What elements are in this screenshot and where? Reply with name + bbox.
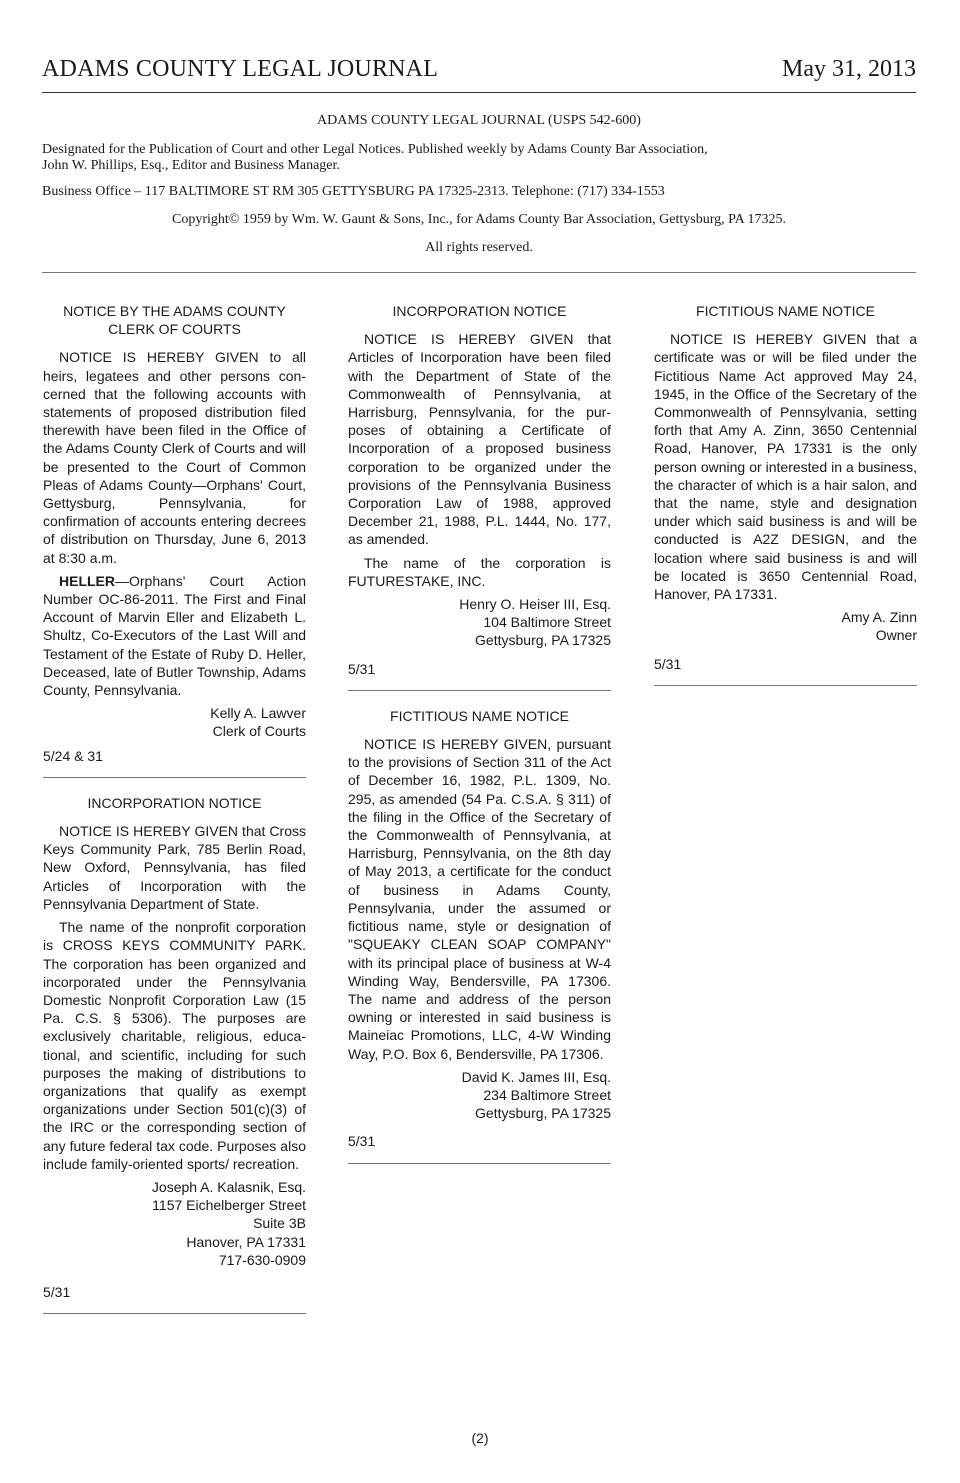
page-number: (2) xyxy=(471,1430,489,1446)
signer-name: David K. James III, Esq. xyxy=(461,1068,611,1085)
masthead-title: ADAMS COUNTY LEGAL JOURNAL (USPS 542-600) xyxy=(317,113,641,128)
futurestake-incorporation-notice xyxy=(348,302,611,691)
rights-reserved: All rights reserved. xyxy=(425,240,533,255)
notice-divider xyxy=(43,777,306,778)
notice-date: 5/31 xyxy=(348,660,376,677)
notice-signature xyxy=(348,595,611,650)
signer-name: Joseph A. Kalasnik, Esq. xyxy=(151,1178,306,1195)
notice-signature xyxy=(654,608,917,644)
notice-paragraph: NOTICE IS HEREBY GIVEN that Cross Keys Community Park, 785 Berlin Road, New Oxford, Pennsylvania, has filed Articles of Incorporation with the Pennsylvania Department of State. xyxy=(43,823,306,912)
notice-paragraph xyxy=(43,572,306,699)
cross-keys-incorporation-notice xyxy=(43,794,306,1314)
notice-date: 5/31 xyxy=(348,1133,376,1150)
notice-signature xyxy=(348,1068,611,1123)
notice-title-line: CLERK OF COURTS xyxy=(108,321,241,338)
signer-name: Kelly A. Lawver xyxy=(210,705,306,722)
notice-title: INCORPORATION NOTICE xyxy=(87,794,262,811)
signer-address: Hanover, PA 17331 xyxy=(186,1233,306,1250)
squeaky-clean-fictitious-name-notice xyxy=(348,707,611,1164)
signer-address: Gettysburg, PA 17325 xyxy=(475,632,611,649)
column-middle xyxy=(348,302,611,1180)
notice-title-line: NOTICE BY THE ADAMS COUNTY xyxy=(63,303,286,319)
signer-address: 104 Baltimore Street xyxy=(483,614,611,631)
copyright: Copyright© 1959 by Wm. W. Gaunt & Sons, Inc., for Adams County Bar Association, Gettysburg, PA 17325. xyxy=(172,212,786,227)
notice-paragraph: NOTICE IS HEREBY GIVEN to all heirs, legatees and other persons concerned that the following accounts with statements of proposed distribution filed therewith have been filed in the Office of the Adams County Clerk of Courts and will be presented to the Court of Common Pleas of Adams County—Orphans' Court, Gettysburg, Pennsylvania, for confirmation of accounts entering decrees of distribution on Thursday, June 6, 2013 at 8:30 a.m. xyxy=(43,349,306,566)
notice-date: 5/31 xyxy=(654,655,682,672)
signer-title: Clerk of Courts xyxy=(212,723,306,740)
signer-address: 234 Baltimore Street xyxy=(483,1086,611,1103)
notice-title xyxy=(43,302,306,338)
journal-title: ADAMS COUNTY LEGAL JOURNAL xyxy=(42,56,439,82)
notice-paragraph: NOTICE IS HEREBY GIVEN, pursuant to the provisions of Section 311 of the Act of December 16, 1982, P.L. 1309, No. 295, as amended (54 Pa. C.S.A. § 311) of the filing in the Office of the Secretary of the Commonwealth of Pennsylvania, at Harrisburg, Pennsylvania, on the 8th day of May 2013, a certificate for the conduct of business in Adams County, Pennsylvania, under the assumed or fictitious name, style or designation of "SQUEAKY CLEAN SOAP COMPANY" with its principal place of business at W-4 Winding Way, Bendersville, PA 17306. The name and address of the person owning or interested in said business is Maineiac Promotions, LLC, 4-W Winding Way, P.O. Box 6, Bendersville, PA 17306. xyxy=(348,736,611,1062)
signer-address: 1157 Eichelberger Street xyxy=(152,1197,306,1214)
masthead-designation xyxy=(42,142,916,174)
notice-divider xyxy=(43,1313,306,1314)
notice-title: INCORPORATION NOTICE xyxy=(392,303,567,319)
notice-paragraph: The name of the corporation is FUTURESTAKE, INC. xyxy=(348,554,611,589)
signer-address: Gettysburg, PA 17325 xyxy=(475,1105,611,1122)
signer-name: Henry O. Heiser III, Esq. xyxy=(459,596,611,613)
estate-details: —Orphans' Court Action Number OC-86-2011. The First and Final Account of Marvin Eller and Elizabeth L. Shultz, Co-Executors of the Last Will and Testament of the Estate of Ruby D. Heller, Deceased, late of Butler Township, Adams County, Pennsylvania. xyxy=(43,572,306,699)
signer-name: Amy A. Zinn xyxy=(841,609,917,626)
notice-signature xyxy=(43,704,306,740)
column-right xyxy=(654,302,917,702)
designation-line: John W. Phillips, Esq., Editor and Business Manager. xyxy=(42,158,340,173)
notice-divider xyxy=(654,685,917,686)
masthead-divider xyxy=(42,272,916,273)
notice-date: 5/31 xyxy=(43,1283,71,1300)
notice-divider xyxy=(348,1163,611,1164)
clerk-of-courts-notice xyxy=(43,302,306,778)
notice-paragraph: NOTICE IS HEREBY GIVEN that a certificate was or will be filed under the Fictitious Name Act approved May 24, 1945, in the Office of the Secretary of the Commonwealth of Pennsylvania, setting forth that Amy A. Zinn, 3650 Centennial Road, Hanover, PA 17331 is the only person owning or interested in a business, the character of which is a hair salon, and that the name, style and designation under which said business is and will be conducted is A2Z DESIGN, and the location where said business is and will be located is 3650 Centennial Road, Hanover, PA 17331. xyxy=(654,331,917,603)
running-head xyxy=(42,52,916,93)
signer-title: Owner xyxy=(875,627,917,644)
designation-line: Designated for the Publication of Court and other Legal Notices. Published weekly by Adams County Bar Association, xyxy=(42,142,708,157)
notice-signature xyxy=(43,1178,306,1269)
notice-title: FICTITIOUS NAME NOTICE xyxy=(390,707,569,724)
notice-date: 5/24 & 31 xyxy=(43,747,103,764)
issue-date: May 31, 2013 xyxy=(782,56,916,82)
business-office: Business Office – 117 BALTIMORE ST RM 305 GETTYSBURG PA 17325-2313. Telephone: (717) 334-1553 xyxy=(42,184,665,199)
signer-address: Suite 3B xyxy=(253,1215,306,1232)
estate-name: HELLER xyxy=(59,572,115,589)
notice-divider xyxy=(348,690,611,691)
a2z-design-fictitious-name-notice xyxy=(654,302,917,686)
signer-phone: 717-630-0909 xyxy=(218,1251,306,1268)
notice-paragraph: The name of the nonprofit corporation is CROSS KEYS COMMUNITY PARK. The corporation has been organized and incorporated under the Pennsylvania Domestic Nonprofit Corporation Law (15 Pa. C.S. § 5306). The purposes are exclusively charitable, religious, educational, and scientific, including for such purposes the making of distributions to organizations that qualify as exempt organizations under Section 501(c)(3) of the IRC or the corresponding section of any future federal tax code. Purposes also include family-oriented sports/ recreation. xyxy=(43,919,306,1172)
notice-title: FICTITIOUS NAME NOTICE xyxy=(696,303,875,319)
notice-paragraph: NOTICE IS HEREBY GIVEN that Articles of Incorporation have been filed with the Department of State of the Commonwealth of Pennsylvania, at Harrisburg, Pennsylvania, for the purposes of obtaining a Certificate of Incorporation of a proposed business corporation to be organized under the provisions of the Pennsylvania Business Corporation Law of 1988, approved December 21, 1988, P.L. 1444, No. 177, as amended. xyxy=(348,331,611,548)
column-left xyxy=(43,302,306,1330)
